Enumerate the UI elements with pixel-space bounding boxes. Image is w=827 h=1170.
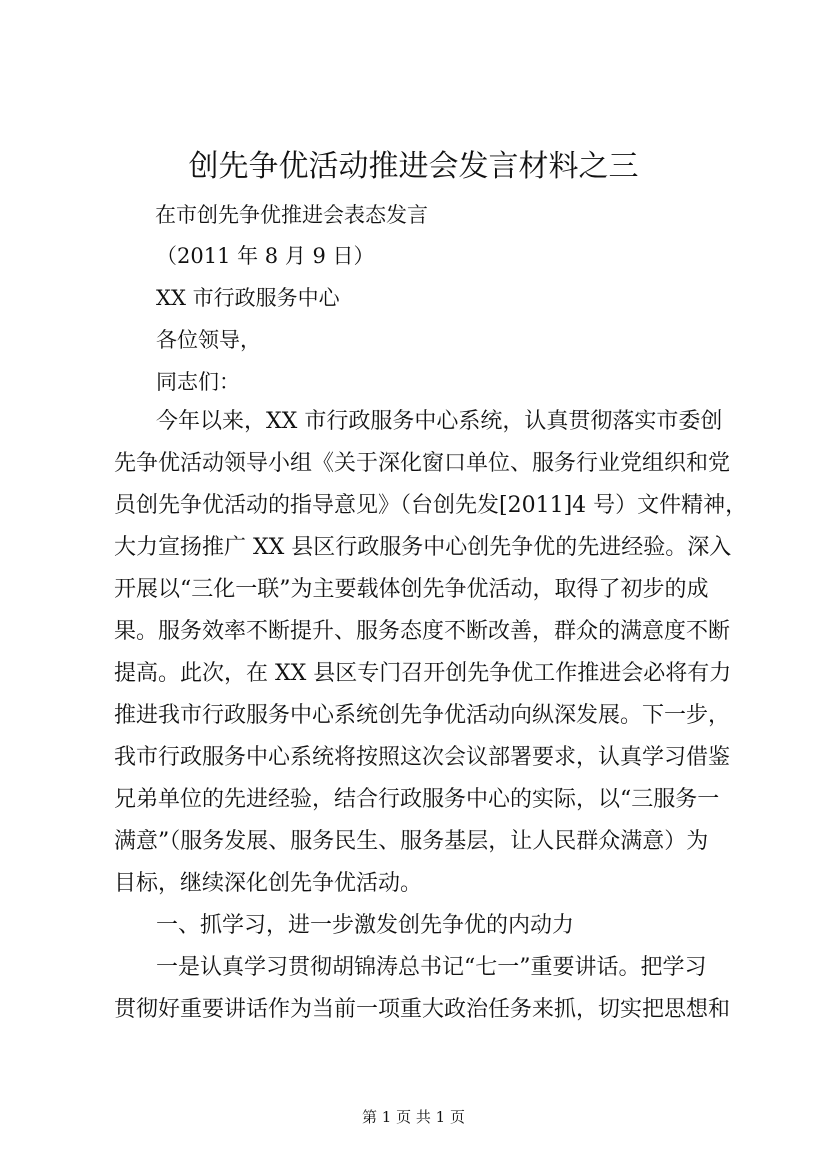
body-line: 提高。此次，在 XX 县区专门召开创先争优工作推进会必将有力 — [114, 661, 732, 686]
salutation-comrades: 同志们： — [156, 370, 240, 394]
organization-line: XX 市行政服务中心 — [156, 286, 340, 310]
body-line: 员创先争优活动的指导意见》（台创先发[2011]4 号）文件精神， — [114, 493, 748, 518]
body-line: 满意”（服务发展、服务民生、服务基层，让人民群众满意）为 — [114, 829, 709, 854]
body-line: 目标，继续深化创先争优活动。 — [114, 871, 423, 896]
section-heading: 一、抓学习，进一步激发创先争优的内动力 — [156, 913, 575, 938]
body-line: 贯彻好重要讲话作为当前一项重大政治任务来抓，切实把思想和 — [114, 997, 731, 1022]
salutation-leaders: 各位领导， — [156, 328, 261, 352]
subtitle-line: 在市创先争优推进会表态发言 — [155, 203, 428, 227]
body-line: 我市行政服务中心系统将按照这次会议部署要求，认真学习借鉴 — [114, 745, 731, 770]
body-line: 兄弟单位的先进经验，结合行政服务中心的实际，以“三服务一 — [114, 787, 720, 812]
body-line: 先争优活动领导小组《关于深化窗口单位、服务行业党组织和党 — [114, 451, 731, 476]
body-line: 一是认真学习贯彻胡锦涛总书记“七一”重要讲话。把学习 — [156, 955, 707, 980]
date-line: （2011 年 8 月 9 日） — [156, 244, 375, 268]
body-line: 今年以来，XX 市行政服务中心系统，认真贯彻落实市委创 — [156, 409, 723, 434]
page-footer: 第 1 页 共 1 页 — [362, 1108, 465, 1126]
body-line: 推进我市行政服务中心系统创先争优活动向纵深发展。下一步， — [114, 703, 731, 728]
body-line: 果。服务效率不断提升、服务态度不断改善，群众的满意度不断 — [114, 619, 731, 644]
body-line: 开展以“三化一联”为主要载体创先争优活动，取得了初步的成 — [114, 577, 709, 602]
body-line: 大力宣扬推广 XX 县区行政服务中心创先争优的先进经验。深入 — [114, 535, 732, 560]
document-title: 创先争优活动推进会发言材料之三 — [188, 149, 639, 184]
